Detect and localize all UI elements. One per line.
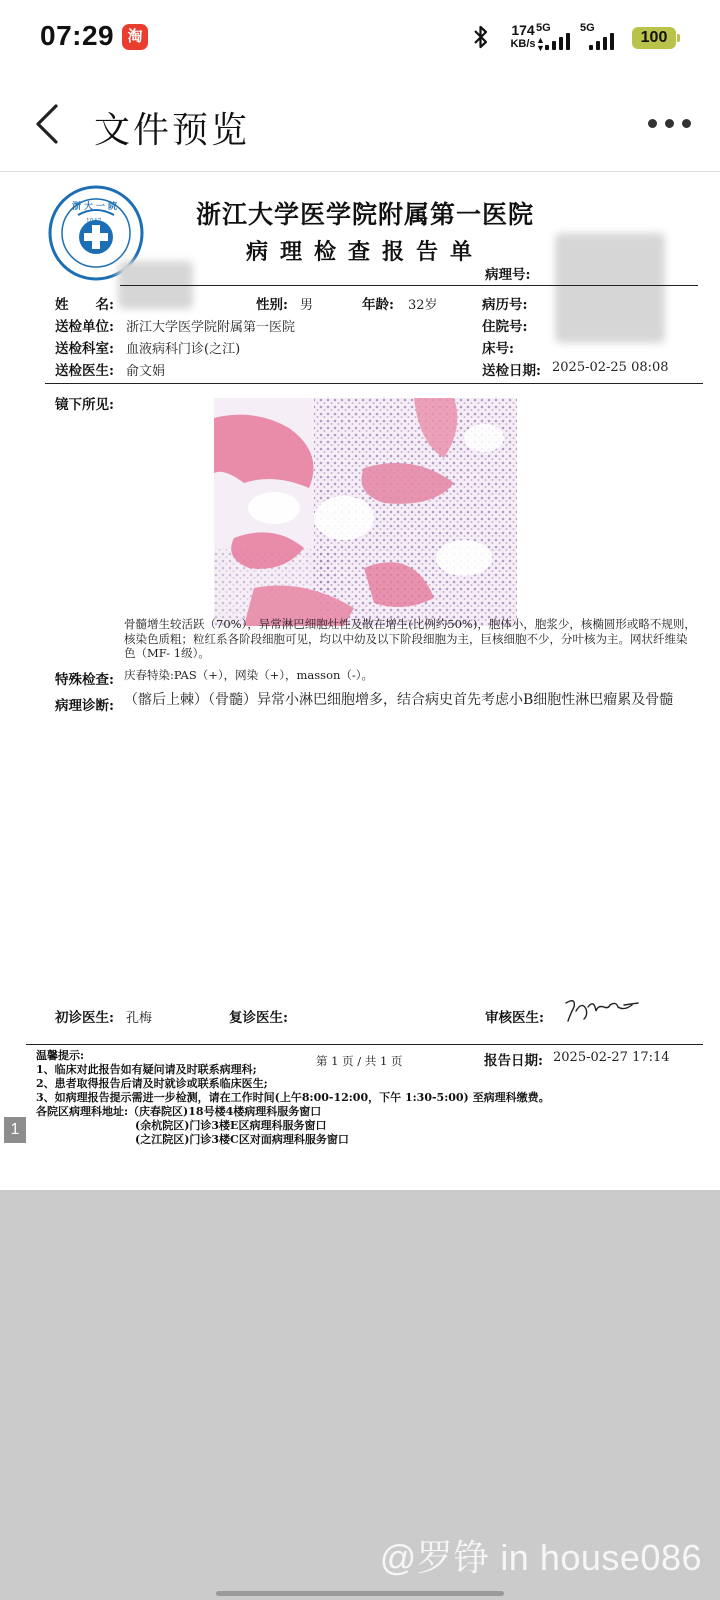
hospital-name: 浙江大学医学院附属第一医院 — [195, 200, 534, 229]
header-rule — [120, 285, 698, 286]
redacted-pathology-no — [555, 233, 665, 343]
age-value: 32岁 — [408, 298, 438, 313]
initial-doctor-value: 孔梅 — [126, 1011, 153, 1026]
home-indicator[interactable] — [216, 1591, 504, 1596]
more-button[interactable] — [646, 106, 694, 142]
audit-doctor-label: 审核医生: — [485, 1010, 544, 1026]
report-document[interactable] — [0, 173, 720, 1190]
review-doctor-label: 复诊医生: — [229, 1010, 288, 1026]
notes-line: 1、临床对此报告如有疑问请及时联系病理科; — [36, 1063, 257, 1076]
doctor-value: 俞文娟 — [126, 364, 166, 379]
doctor-label: 送检医生: — [55, 363, 114, 379]
inpatient-no-label: 住院号: — [482, 319, 528, 335]
special-exam-label: 特殊检查: — [55, 672, 114, 688]
logo-text: 浙大一院 — [72, 202, 121, 212]
taobao-app-icon: 淘 — [122, 24, 148, 50]
notes-line: 各院区病理科地址:（庆春院区)18号楼4楼病理科服务窗口 — [36, 1105, 322, 1118]
signature-image — [562, 993, 642, 1025]
notes-line: 2、患者取得报告后请及时就诊或联系临床医生; — [36, 1077, 268, 1090]
record-no-label: 病历号: — [482, 297, 528, 313]
page-title: 文件预览 — [94, 109, 251, 150]
diagnosis-label: 病理诊断: — [55, 698, 114, 714]
watermark: @罗铮 in house086 — [379, 1537, 702, 1578]
microscopy-text: 骨髓增生较活跃（70%），异常淋巴细胞灶性及散在增生(比例约50%)，胞体小，胞浆少，核椭圆形或略不规则，核染色质粗；粒红系各阶段细胞可见，均以中幼及以下阶段细胞为主，巨核细胞不少，分叶核为主。网状纤维染色（MF- 1级）。 — [124, 617, 696, 660]
unit-label: 送检单位: — [55, 319, 114, 335]
pathology-no-label: 病理号: — [485, 267, 531, 283]
battery-icon: 100 — [632, 27, 676, 49]
data-arrows-icon: ▲ ▼ — [536, 35, 545, 53]
bluetooth-icon — [472, 24, 490, 50]
diagnosis-value: （髂后上棘）（骨髓）异常小淋巴细胞增多，结合病史首先考虑小B细胞性淋巴瘤累及骨髓 — [124, 692, 674, 708]
report-date-value: 2025-02-27 17:14 — [553, 1050, 670, 1065]
battery-tip — [677, 34, 680, 42]
network-speed-value: 174 — [511, 22, 535, 38]
back-button[interactable] — [28, 98, 72, 150]
bed-label: 床号: — [482, 341, 514, 357]
page-number-badge: 1 — [4, 1117, 26, 1143]
unit-value: 浙江大学医学院附属第一医院 — [126, 320, 296, 335]
date-label: 送检日期: — [482, 363, 541, 379]
report-title: 病理检查报告单 — [245, 239, 484, 265]
network-speed-unit: KB/s — [510, 38, 536, 50]
microscopy-image — [214, 398, 517, 626]
footer-rule — [26, 1044, 703, 1045]
sim2-label: 5G — [580, 22, 595, 34]
notes-block — [36, 1049, 550, 1147]
notes-line: 3、如病理报告提示需进一步检测，请在工作时间(上午8:00-12:00，下午 1:30-5:00) 至病理科缴费。 — [36, 1091, 550, 1104]
notes-line: (之江院区)门诊3楼C区对面病理科服务窗口 — [36, 1133, 349, 1146]
notes-line: 温馨提示: — [36, 1049, 85, 1062]
gender-label: 性别: — [256, 297, 288, 313]
sim1-label: 5G — [536, 22, 551, 34]
gender-value: 男 — [300, 298, 314, 313]
dept-value: 血液病科门诊(之江) — [126, 342, 241, 357]
microscopy-label: 镜下所见: — [55, 397, 114, 413]
page-indicator: 第 1 页 / 共 1 页 — [316, 1054, 403, 1068]
report-date-label: 报告日期: — [484, 1053, 543, 1069]
notes-line: (余杭院区)门诊3楼E区病理科服务窗口 — [36, 1119, 327, 1132]
date-value: 2025-02-25 08:08 — [552, 360, 669, 375]
dept-label: 送检科室: — [55, 341, 114, 357]
status-time: 07:29 — [40, 20, 115, 51]
chevron-left-icon — [28, 98, 72, 150]
info-rule — [45, 383, 703, 384]
initial-doctor-label: 初诊医生: — [55, 1010, 114, 1026]
logo-year: 1947 — [86, 218, 102, 225]
name-label: 姓 名: — [55, 297, 114, 313]
age-label: 年龄: — [362, 297, 394, 313]
status-bar — [0, 0, 720, 76]
special-exam-value: 庆春特染:PAS（+），网染（+），masson（-）。 — [124, 668, 374, 682]
app-header — [0, 76, 720, 172]
